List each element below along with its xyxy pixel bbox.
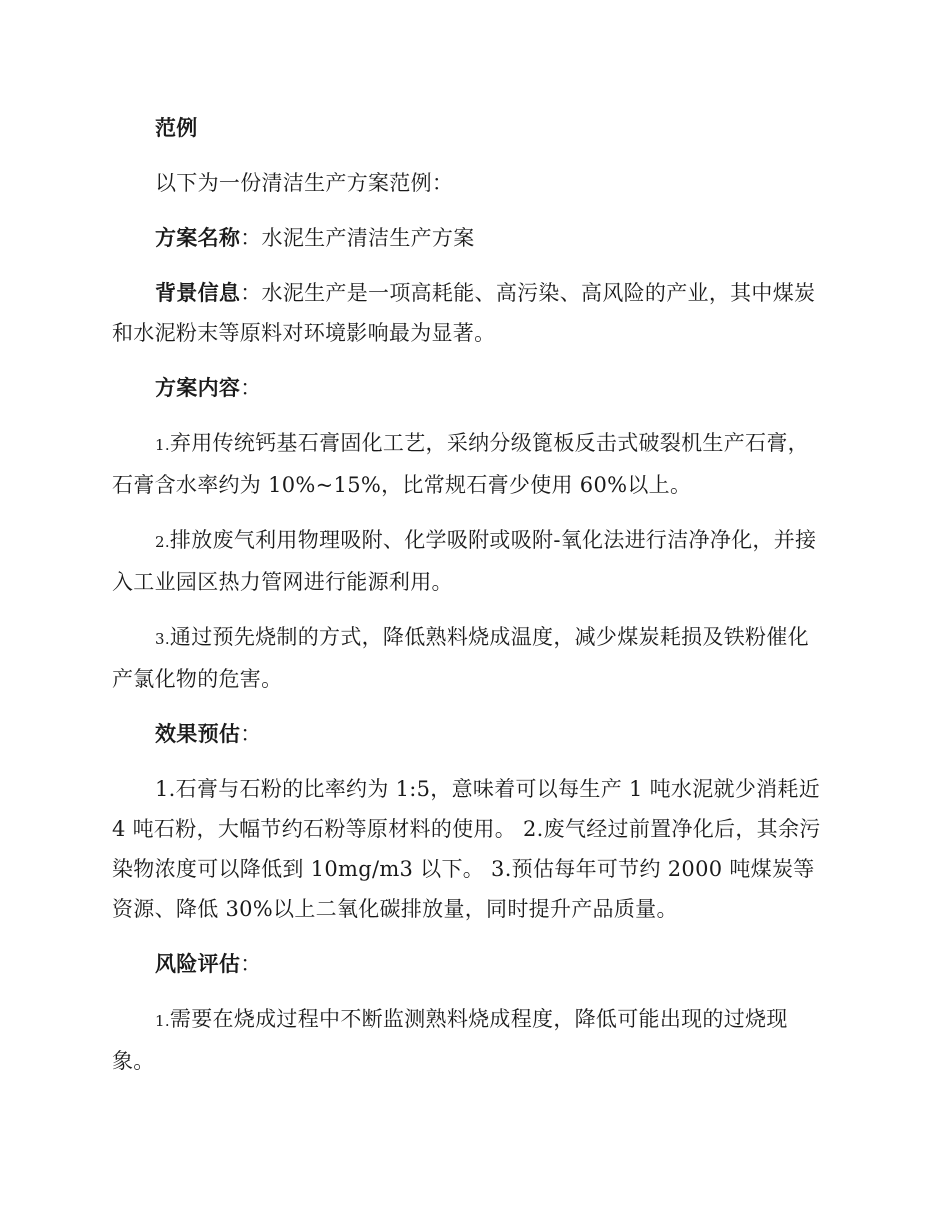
effect-heading — [112, 714, 830, 754]
content-heading-separator: ： — [240, 376, 262, 400]
content-item-text: 通过预先烧制的方式，降低熟料烧成温度，减少煤炭耗损及铁粉催化产氯化物的危害。 — [112, 625, 809, 691]
intro-paragraph: 以下为一份清洁生产方案范例： — [155, 171, 454, 195]
content-item-number: 3. — [155, 630, 170, 648]
content-heading-label: 方案内容 — [155, 375, 241, 400]
content-item-number: 1. — [155, 436, 170, 454]
content-item-number: 2. — [155, 533, 170, 551]
risk-heading-label: 风险评估 — [155, 951, 241, 976]
risk-heading — [112, 944, 830, 984]
risk-item-1 — [112, 999, 830, 1081]
plan-name-label: 方案名称 — [155, 225, 241, 250]
content-item-1 — [112, 423, 830, 505]
background-text: 水泥生产是一项高耗能、高污染、高风险的产业，其中煤炭和水泥粉末等原料对环境影响最为显著。 — [112, 281, 816, 345]
background-paragraph — [112, 273, 830, 353]
content-item-3 — [112, 617, 830, 699]
content-item-2 — [112, 520, 830, 602]
effect-heading-label: 效果预估 — [155, 721, 241, 746]
background-label: 背景信息 — [155, 280, 241, 305]
risk-item-number: 1. — [155, 1012, 170, 1030]
effect-paragraph: 1.石膏与石粉的比率约为 1:5，意味着可以每生产 1 吨水泥就少消耗近 4 吨石粉，大幅节约石粉等原材料的使用。 2.废气经过前置净化后，其余污染物浓度可以降低到 10mg/m3 以下。 3.预估每年可节约 2000 吨煤炭等资源、降低 30%以上二氧化碳排放量，同时提升产品质量。 — [112, 777, 821, 921]
content-item-text: 弃用传统钙基石膏固化工艺，采纳分级篦板反击式破裂机生产石膏，石膏含水率约为 10%~15%，比常规石膏少使用 60%以上。 — [112, 431, 809, 497]
document-body — [112, 108, 830, 1096]
risk-heading-separator: ： — [240, 952, 262, 976]
section-title: 范例 — [155, 115, 198, 140]
content-heading — [112, 368, 830, 408]
risk-item-text: 需要在烧成过程中不断监测熟料烧成程度，降低可能出现的过烧现象。 — [112, 1007, 788, 1073]
plan-name-value: 水泥生产清洁生产方案 — [261, 226, 475, 250]
background-separator: ： — [240, 281, 262, 305]
plan-name-separator: ： — [240, 226, 262, 250]
effect-heading-separator: ： — [240, 722, 262, 746]
plan-name-paragraph — [112, 218, 830, 258]
content-item-text: 排放废气利用物理吸附、化学吸附或吸附-氧化法进行洁净净化，并接入工业园区热力管网进行能源利用。 — [112, 528, 817, 594]
